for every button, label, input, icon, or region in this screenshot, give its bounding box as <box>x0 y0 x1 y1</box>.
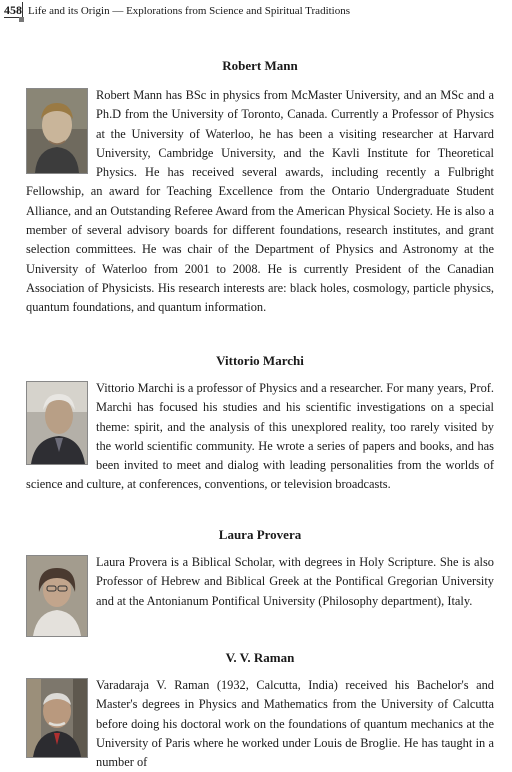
portrait-photo <box>26 678 88 758</box>
bio-name: Vittorio Marchi <box>216 353 304 368</box>
bio-name: V. V. Raman <box>225 650 295 665</box>
page-header <box>0 0 512 26</box>
bio-name: Laura Provera <box>218 527 302 542</box>
portrait-photo <box>26 555 88 637</box>
bio-text: Vittorio Marchi is a professor of Physics and a researcher. For many years, Prof. Marchi has focused his studies and his scientific investigations on a special theme: spirit, and the analysis of this unexplored reality, too rarely visited by the world scientific community. He wrote a series of papers and books, and has been invited to meet and dialog with leading personalities from the worlds of science and culture, at conferences, conventions, or television broadcasts. <box>26 381 494 492</box>
bio-entry-laura-provera <box>26 527 494 639</box>
page-number: 458 <box>4 3 22 17</box>
bio-name: Robert Mann <box>222 58 298 73</box>
portrait-photo <box>26 381 88 465</box>
bio-entry-robert-mann <box>26 58 494 318</box>
bio-entry-vittorio-marchi <box>26 353 494 495</box>
running-title: Life and its Origin — Explorations from Science and Spiritual Traditions <box>28 5 351 17</box>
bio-text: Laura Provera is a Biblical Scholar, with degrees in Holy Scripture. She is also Professor of Hebrew and Biblical Greek at the Pontifical Gregorian University and at the Antonianum Pontifical University (Philosophy department), Italy. <box>96 555 494 608</box>
portrait-photo <box>26 88 88 174</box>
corner-mark <box>19 17 24 22</box>
bio-text: Robert Mann has BSc in physics from McMaster University, and an MSc and a Ph.D from the University of Toronto, Canada. Currently a Professor of Physics at the University of Waterloo, he has been a visiting researcher at Harvard University, Cambridge University, and the Kavli Institute for Theoretical Physics. He has received several awards, including recently a Fulbright Fellowship, an award for Teaching Excellence from the Ontario Undergraduate Student Alliance, and an Outstanding Referee Award from the American Physical Society. He is also a member of several advisory boards for different foundations, research institutes, and grant selection committees. He was chair of the Department of Physics and Astronomy at the University of Waterloo from 2001 to 2008. He is currently President of the Canadian Association of Physicists. His research interests are: black holes, cosmology, particle physics, quantum foundations, and quantum information. <box>26 88 494 315</box>
bio-text: Varadaraja V. Raman (1932, Calcutta, India) received his Bachelor's and Master's degrees in Physics and Mathematics from the University of Calcutta before doing his doctoral work on the foundations of quantum mechanics at the University of Paris where he worked under Louis de Broglie. He has taught in a number of <box>96 678 494 770</box>
bio-entry-vv-raman <box>26 650 494 772</box>
